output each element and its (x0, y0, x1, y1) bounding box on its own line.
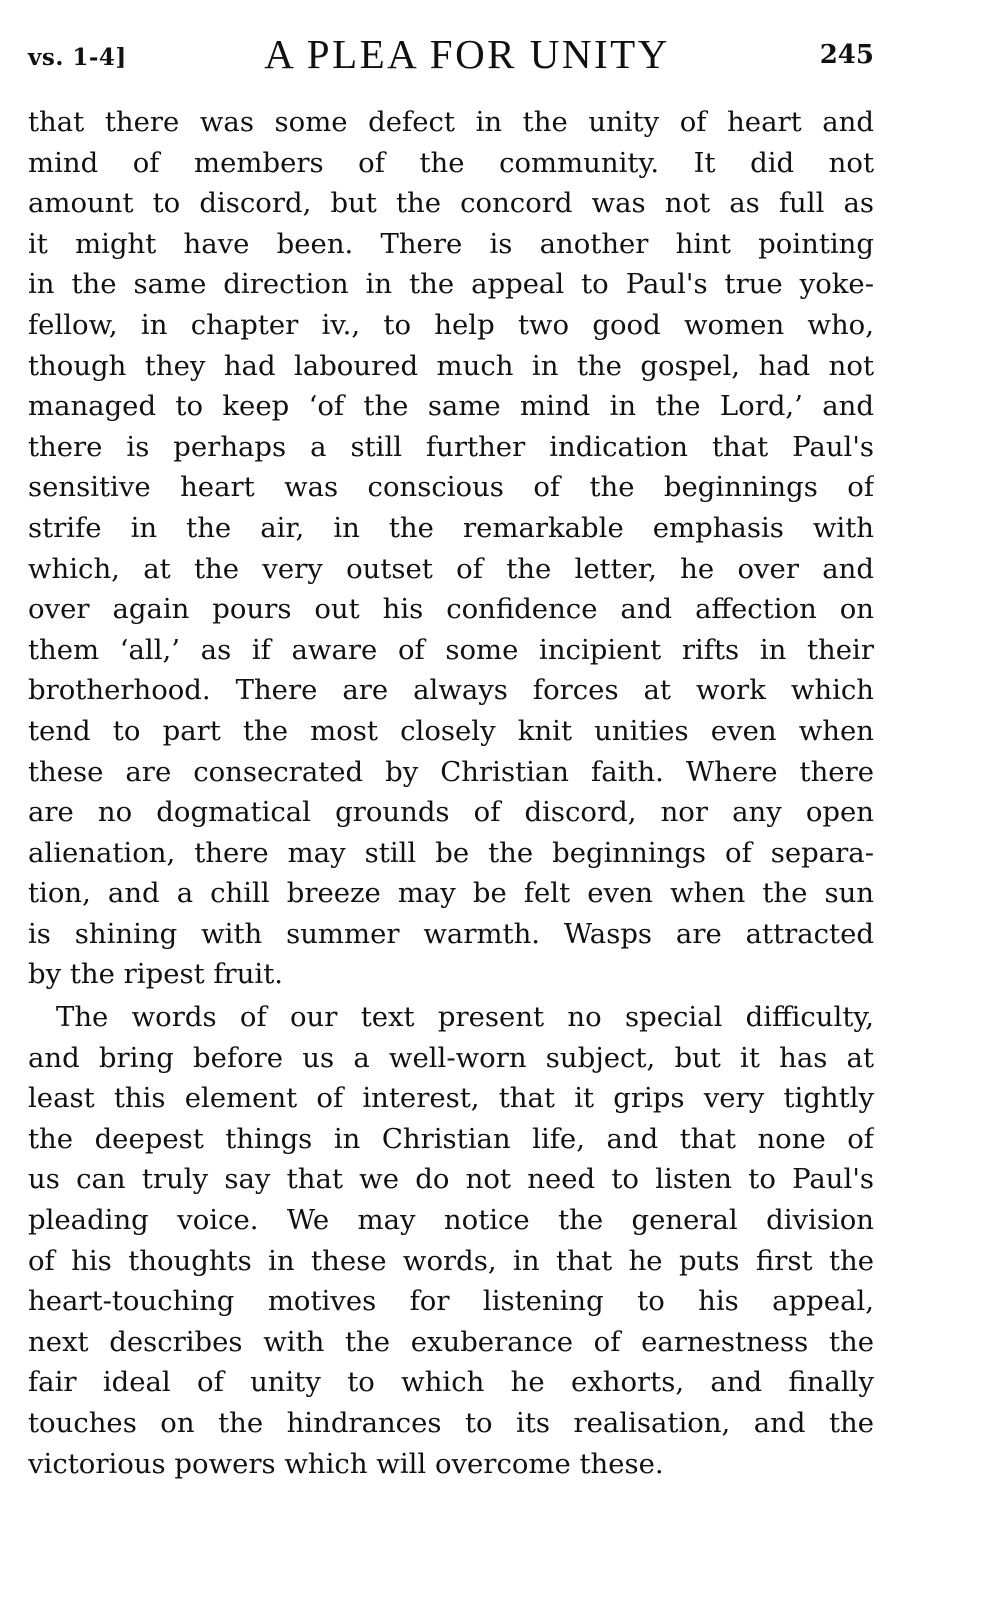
text-line: them ‘all,’ as if aware of some incipient rifts in their (28, 633, 874, 666)
paragraph (28, 997, 874, 1484)
text-line: amount to discord, but the concord was not as full as (28, 187, 874, 220)
text-line: fair ideal of unity to which he exhorts, and finally (28, 1366, 874, 1399)
text-line: that there was some defect in the unity of heart and (28, 106, 874, 138)
text-line: is shining with summer warmth. Wasps are attracted (28, 917, 874, 950)
text-line: tion, and a chill breeze may be felt even when the sun (28, 877, 874, 910)
text-line: managed to keep ‘of the same mind in the Lord,’ and (28, 390, 874, 423)
paragraph (28, 102, 874, 995)
text-line: in the same direction in the appeal to Paul's true yoke- (28, 268, 874, 301)
text-line: least this element of interest, that it grips very tightly (28, 1082, 874, 1115)
text-line: sensitive heart was conscious of the beginnings of (28, 471, 874, 504)
verse-reference: vs. 1-4] (28, 44, 127, 71)
text-line: it might have been. There is another hint pointing (28, 227, 874, 260)
text-line: mind of members of the community. It did not (28, 146, 874, 179)
text-line: touches on the hindrances to its realisation, and the (28, 1407, 874, 1439)
text-line: tend to part the most closely knit unities even when (28, 714, 874, 747)
text-line: over again pours out his confidence and affection on (28, 593, 874, 626)
page-title: A PLEA FOR UNITY (264, 31, 670, 77)
text-line: next describes with the exuberance of earnestness the (28, 1325, 874, 1358)
text-line: victorious powers which will overcome these. (28, 1447, 664, 1480)
page-number: 245 (819, 40, 874, 70)
running-header (28, 30, 874, 80)
text-line: are no dogmatical grounds of discord, nor any open (28, 796, 874, 829)
text-line: alienation, there may still be the beginnings of separa- (28, 836, 874, 869)
book-page (28, 0, 874, 1604)
body-text (28, 102, 874, 1484)
text-line: of his thoughts in these words, in that he puts first the (28, 1244, 874, 1277)
text-line: these are consecrated by Christian faith. Where there (28, 755, 874, 788)
text-line: strife in the air, in the remarkable emphasis with (28, 511, 874, 544)
text-line: which, at the very outset of the letter, he over and (28, 552, 874, 585)
text-line: us can truly say that we do not need to listen to Paul's (28, 1163, 874, 1196)
text-line: there is perhaps a still further indication that Paul's (28, 430, 874, 463)
text-line: and bring before us a well-worn subject, but it has at (28, 1041, 874, 1074)
text-line: brotherhood. There are always forces at work which (28, 674, 874, 707)
text-line: by the ripest fruit. (28, 958, 284, 991)
text-line: fellow, in chapter iv., to help two good women who, (28, 308, 874, 341)
text-line: The words of our text present no special difficulty, (56, 1001, 874, 1034)
text-line: the deepest things in Christian life, and that none of (28, 1122, 874, 1155)
text-line: pleading voice. We may notice the general division (28, 1204, 874, 1237)
text-line: though they had laboured much in the gospel, had not (28, 349, 874, 382)
text-line: heart-touching motives for listening to his appeal, (28, 1285, 874, 1318)
